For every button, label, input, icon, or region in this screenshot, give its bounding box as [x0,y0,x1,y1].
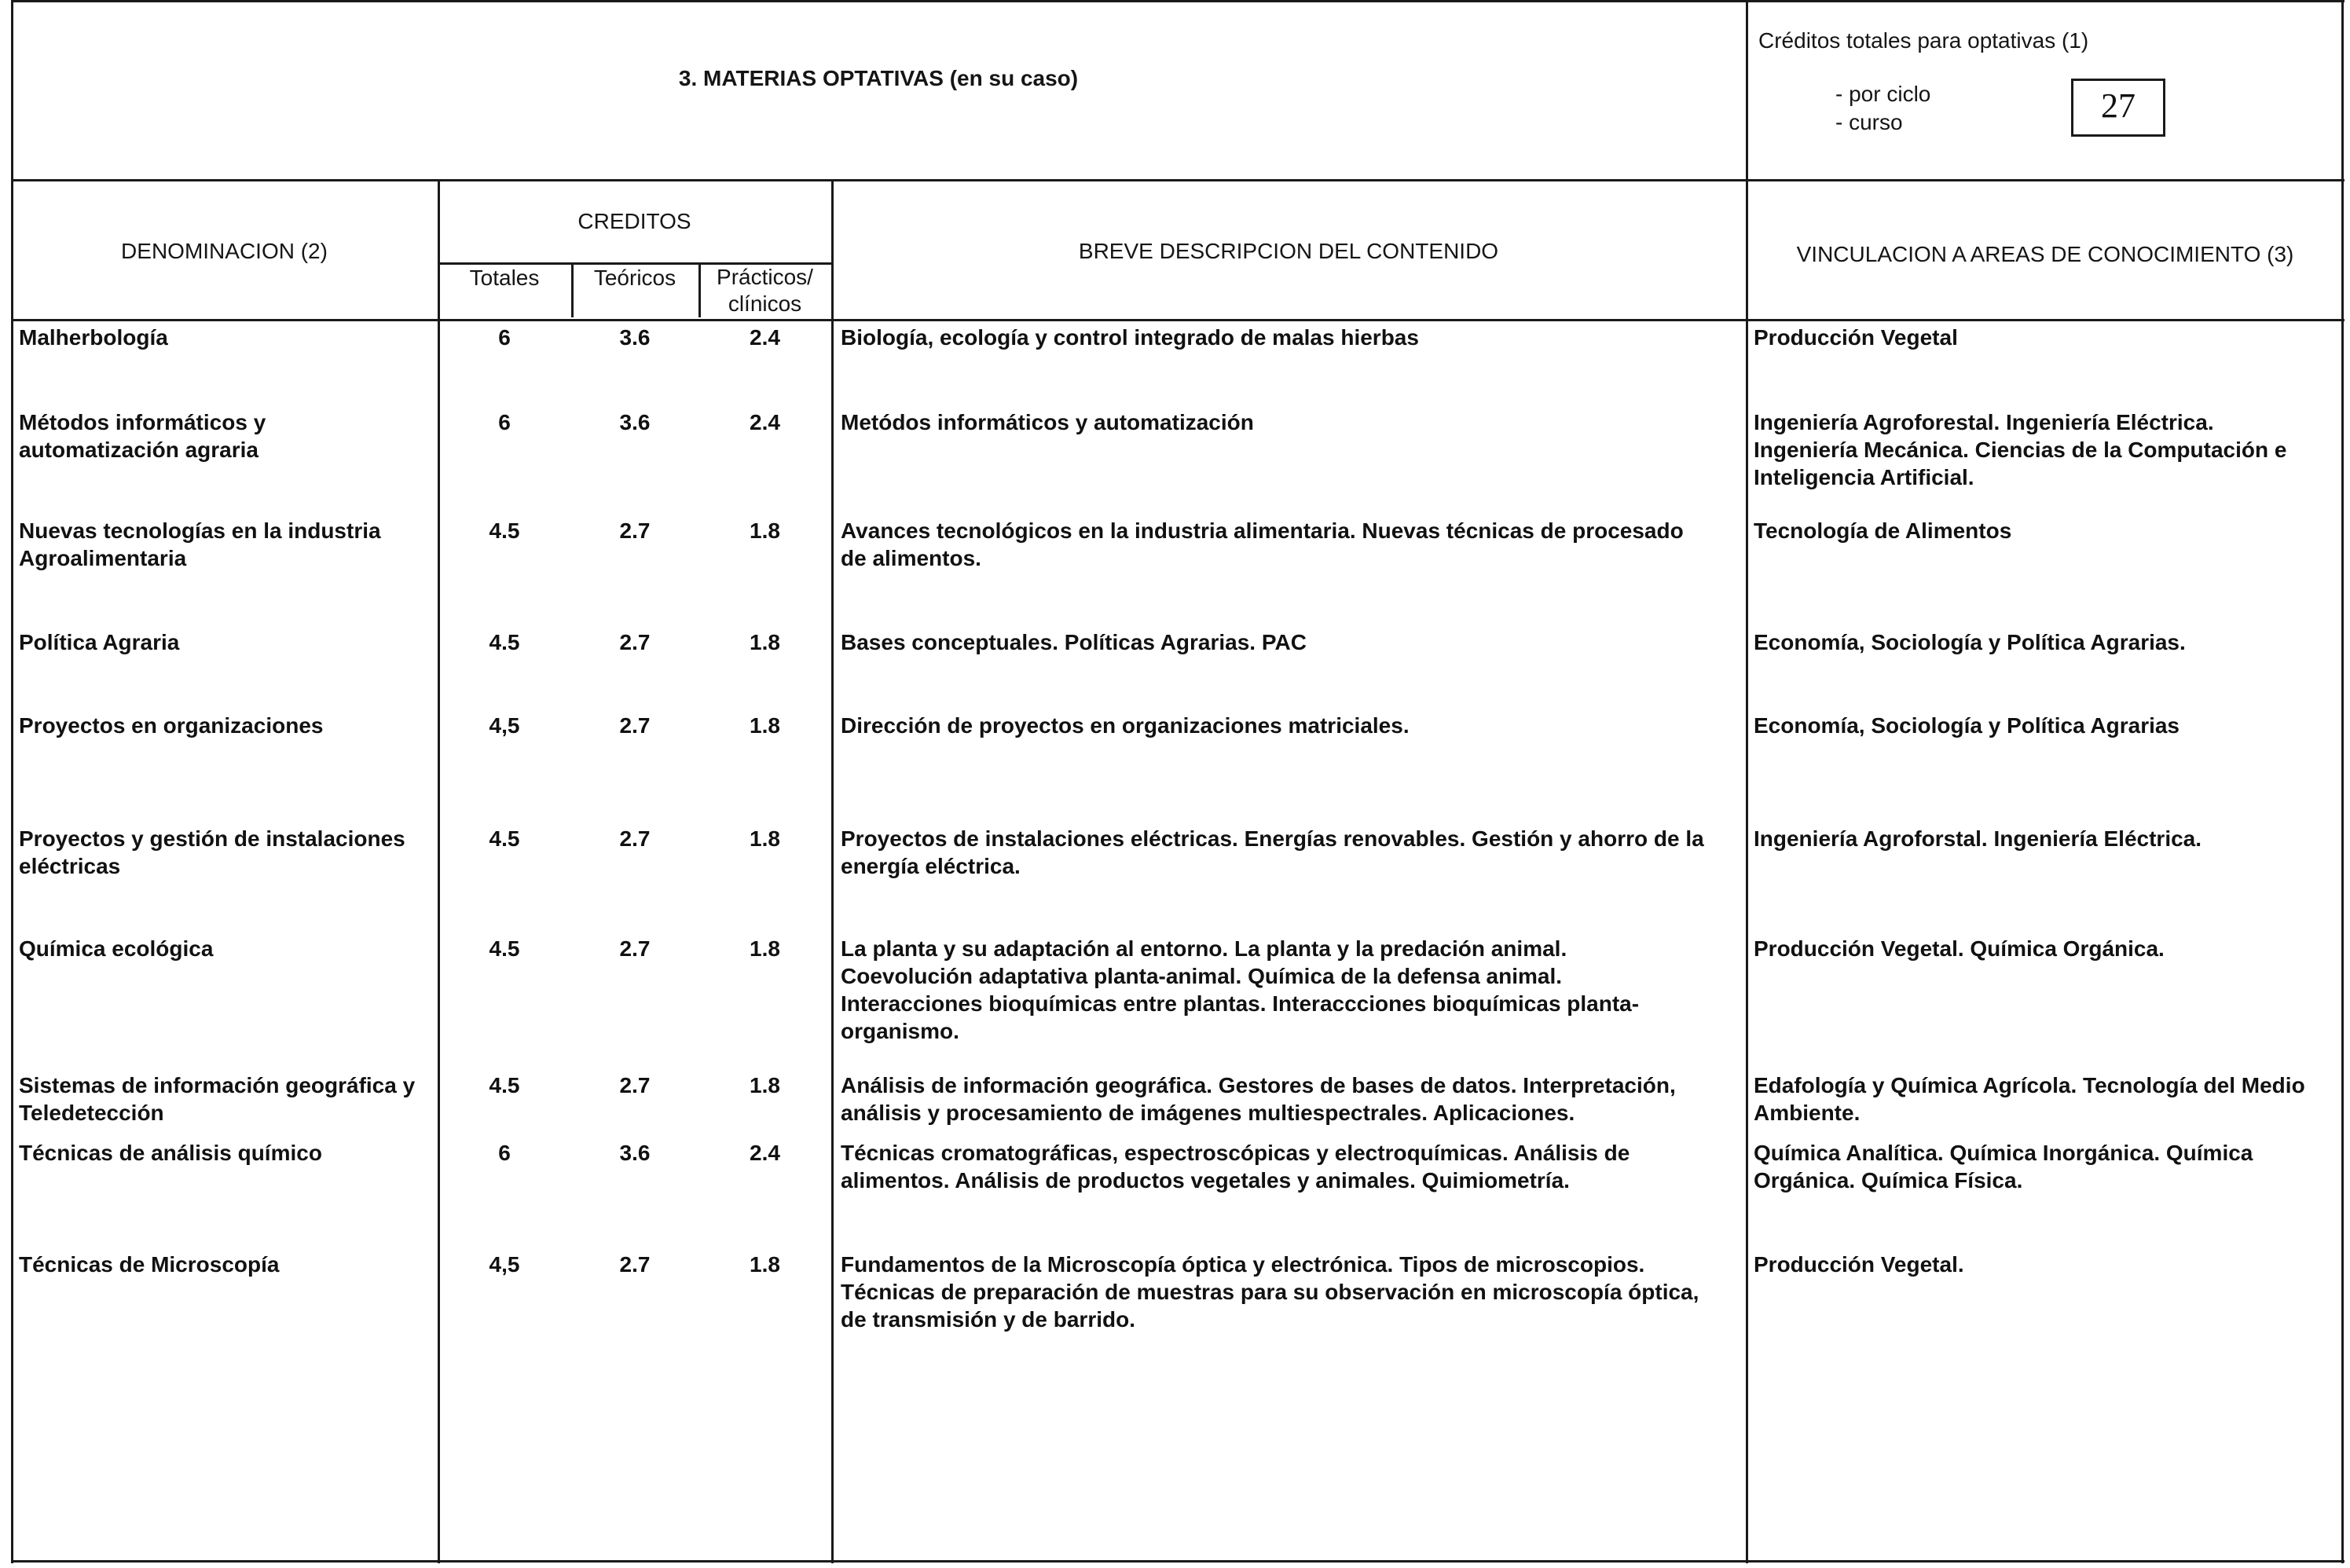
cell-descripcion [841,628,1743,656]
cell-totales: 4.5 [489,826,520,851]
rule-left [11,0,13,1563]
cell-descripcion-line: La planta y su adaptación al entorno. La planta y la predación animal. [841,936,1567,961]
cell-denominacion-line: Teledetección [19,1101,164,1125]
cell-practicos: 1.8 [750,936,780,961]
cell-totales: 4.5 [489,936,520,961]
cell-teoricos: 2.7 [619,1252,651,1277]
cell-vinculacion-line: Inteligencia Artificial. [1754,465,1974,489]
cell-denominacion-line: Nuevas tecnologías en la industria [19,518,381,543]
col-descripcion: BREVE DESCRIPCION DEL CONTENIDO [1078,239,1499,263]
cell-descripcion-line: Análisis de información geográfica. Gestores de bases de datos. Interpretación, [841,1073,1676,1097]
rule-col-creditos-end [831,179,834,1563]
creditos-totales-label: Créditos totales para optativas (1) [1758,28,2089,53]
cell-denominacion-line: Técnicas de análisis químico [19,1141,322,1165]
cell-vinculacion-line: Ingeniería Agroforestal. Ingeniería Eléctrica. [1754,410,2214,434]
cell-descripcion [841,1139,1743,1194]
cell-practicos: 1.8 [750,826,780,851]
cell-descripcion-line: Interacciones bioquímicas entre plantas. Interaccciones bioquímicas planta- [841,991,1640,1016]
cell-vinculacion-line: Producción Vegetal [1754,325,1958,350]
cell-vinculacion-line: Economía, Sociología y Política Agrarias. [1754,630,2186,654]
col-teoricos: Teóricos [593,266,676,290]
rule-header-bottom [11,179,2345,181]
cell-denominacion [19,825,431,880]
cell-descripcion [841,825,1743,880]
cell-practicos: 1.8 [750,630,780,654]
cell-vinculacion [1754,517,2341,544]
cell-denominacion-line: Agroalimentaria [19,546,187,570]
cell-denominacion [19,1139,431,1167]
rule-bottom [11,1560,2345,1563]
col-practicos [698,264,831,317]
curso-label: - curso [1835,110,1903,134]
cell-descripcion-line: Coevolución adaptativa planta-animal. Química de la defensa animal. [841,964,1563,988]
cell-vinculacion-line: Ingeniería Mecánica. Ciencias de la Computación e [1754,438,2287,462]
cell-descripcion-line: Dirección de proyectos en organizaciones matriciales. [841,713,1410,738]
cell-vinculacion-line: Ambiente. [1754,1101,1861,1125]
cell-vinculacion-line: Tecnología de Alimentos [1754,518,2012,543]
cell-teoricos: 2.7 [619,826,651,851]
cell-descripcion-line: alimentos. Análisis de productos vegetales y animales. Quimiometría. [841,1168,1570,1192]
cell-teoricos: 3.6 [619,410,651,434]
cell-denominacion-line: Proyectos en organizaciones [19,713,324,738]
cell-descripcion [841,1072,1743,1127]
cell-descripcion-line: de alimentos. [841,546,981,570]
cell-denominacion [19,1251,431,1278]
cell-totales: 4,5 [489,1252,520,1277]
cell-descripcion [841,408,1743,436]
cell-descripcion-line: de transmisión y de barrido. [841,1307,1135,1332]
cell-descripcion-line: organismo. [841,1019,959,1043]
cell-teoricos: 2.7 [619,936,651,961]
cell-denominacion-line: automatización agraria [19,438,258,462]
cell-denominacion [19,517,431,572]
cell-vinculacion [1754,1072,2341,1127]
cell-descripcion [841,712,1743,739]
cell-descripcion [841,324,1743,351]
cell-denominacion [19,324,431,351]
cell-teoricos: 2.7 [619,630,651,654]
cell-descripcion-line: Proyectos de instalaciones eléctricas. Energías renovables. Gestión y ahorro de la [841,826,1704,851]
cell-practicos: 2.4 [750,325,780,350]
por-ciclo-label: - por ciclo [1835,82,1931,106]
cell-vinculacion [1754,1251,2341,1278]
cell-teoricos: 2.7 [619,1073,651,1097]
cell-practicos: 1.8 [750,518,780,543]
cell-denominacion-line: Malherbología [19,325,168,350]
cell-descripcion-line: Metódos informáticos y automatización [841,410,1254,434]
cell-practicos: 2.4 [750,410,780,434]
cell-descripcion [841,935,1743,1045]
cell-vinculacion-line: Ingeniería Agroforstal. Ingeniería Eléctrica. [1754,826,2202,851]
cell-totales: 6 [498,1141,511,1165]
cell-practicos: 1.8 [750,1252,780,1277]
rule-colheader-bottom [11,319,2345,321]
cell-vinculacion [1754,408,2341,491]
cell-descripcion-line: Técnicas cromatográficas, espectroscópicas y electroquímicas. Análisis de [841,1141,1630,1165]
cell-denominacion-line: Química ecológica [19,936,214,961]
col-practicos-line1: Prácticos/ [717,265,813,289]
cell-denominacion [19,935,431,962]
cell-descripcion-line: Avances tecnológicos en la industria alimentaria. Nuevas técnicas de procesado [841,518,1684,543]
cell-vinculacion-line: Producción Vegetal. Química Orgánica. [1754,936,2165,961]
cell-totales: 4,5 [489,713,520,738]
cell-denominacion-line: Técnicas de Microscopía [19,1252,280,1277]
cell-vinculacion [1754,1139,2341,1194]
cell-denominacion-line: Proyectos y gestión de instalaciones [19,826,405,851]
cell-denominacion-line: Política Agraria [19,630,180,654]
cell-teoricos: 3.6 [619,325,651,350]
cell-totales: 6 [498,325,511,350]
cell-teoricos: 2.7 [619,518,651,543]
cell-descripcion-line: Biología, ecología y control integrado de malas hierbas [841,325,1419,350]
cell-denominacion-line: eléctricas [19,854,121,878]
col-practicos-line2: clínicos [728,291,802,316]
cell-denominacion [19,628,431,656]
creditos-total-box: 27 [2071,79,2165,137]
page-title: 3. MATERIAS OPTATIVAS (en su caso) [678,66,1079,90]
cell-vinculacion-line: Producción Vegetal. [1754,1252,1964,1277]
rule-col-denominacion [438,179,440,1563]
cell-denominacion [19,408,431,463]
cell-descripcion [841,517,1743,572]
cell-teoricos: 3.6 [619,1141,651,1165]
cell-vinculacion [1754,935,2341,962]
cell-descripcion [841,1251,1743,1333]
cell-vinculacion [1754,324,2341,351]
cell-denominacion-line: Sistemas de información geográfica y [19,1073,416,1097]
col-totales: Totales [469,266,540,290]
cell-totales: 4.5 [489,518,520,543]
cell-descripcion-line: Bases conceptuales. Políticas Agrarias. PAC [841,630,1307,654]
cell-teoricos: 2.7 [619,713,651,738]
cell-totales: 6 [498,410,511,434]
rule-right [2341,0,2344,1563]
cell-totales: 4.5 [489,630,520,654]
rule-header-split [1746,0,1748,1563]
cell-vinculacion-line: Edafología y Química Agrícola. Tecnología del Medio [1754,1073,2305,1097]
cell-practicos: 1.8 [750,713,780,738]
cell-descripcion-line: energía eléctrica. [841,854,1021,878]
cell-denominacion [19,1072,431,1127]
cell-vinculacion-line: Química Analítica. Química Inorgánica. Química [1754,1141,2253,1165]
cell-descripcion-line: Técnicas de preparación de muestras para su observación en microscopía óptica, [841,1280,1699,1304]
cell-vinculacion [1754,712,2341,739]
cell-practicos: 1.8 [750,1073,780,1097]
col-denominacion: DENOMINACION (2) [121,239,328,263]
cell-totales: 4.5 [489,1073,520,1097]
cell-vinculacion-line: Orgánica. Química Física. [1754,1168,2023,1192]
cell-vinculacion-line: Economía, Sociología y Política Agrarias [1754,713,2180,738]
cell-descripcion-line: Fundamentos de la Microscopía óptica y electrónica. Tipos de microscopios. [841,1252,1645,1277]
col-vinculacion: VINCULACION A AREAS DE CONOCIMIENTO (3) [1796,242,2294,266]
cell-descripcion-line: análisis y procesamiento de imágenes multiespectrales. Aplicaciones. [841,1101,1575,1125]
rule-top [11,0,2345,2]
cell-practicos: 2.4 [750,1141,780,1165]
cell-denominacion-line: Métodos informáticos y [19,410,266,434]
col-creditos: CREDITOS [577,209,691,233]
cell-vinculacion [1754,825,2341,852]
cell-denominacion [19,712,431,739]
cell-vinculacion [1754,628,2341,656]
